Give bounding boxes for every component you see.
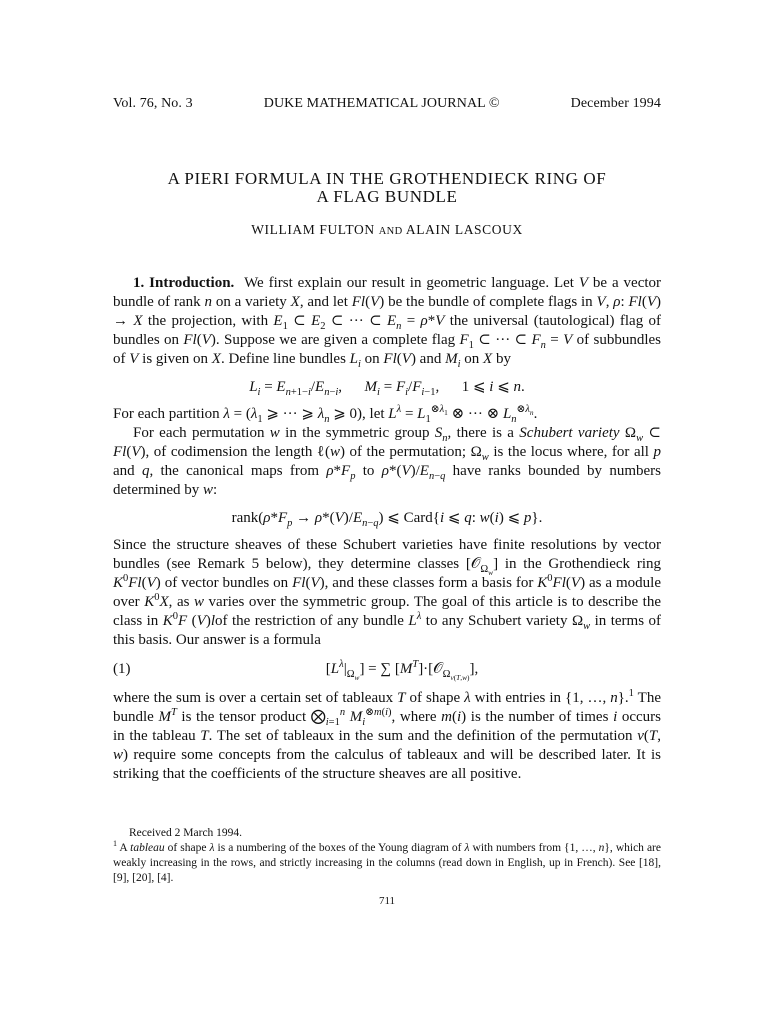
running-head: [113, 96, 661, 112]
display-equation-rank: $rank(\rho*F_p \to \rho*(V)/E_{n-q})$ ⩽ Card{i ⩽ q: w(i) ⩽ p}.: [231, 510, 543, 529]
author-conjunction: AND: [378, 226, 403, 237]
footnotes: [113, 826, 661, 886]
paragraph-schubert: For each permutation w in the symmetric group $S_n$, there is a Schubert variety $\Omega_w$ ⊂ Fl(V), of codimension the length ℓ(w) of the permutation; $\Omega_w$ is the locus where, for all p and q, the canonical maps from $\rho*F_p$ to $\rho*(V)/E_{n-q}$ have ranks bounded by numbers determined by w:: [113, 425, 661, 498]
footnote-1: $^1$ A tableau of shape λ is a numbering of the boxes of the Young diagram of λ with numbers from {1, …, n}, which are weakly increasing in the rows, and strictly increasing in the columns (read down in English, up in French). See [18], [9], [20], [4].: [113, 839, 661, 884]
paragraph-intro: 1. Introduction. We first explain our result in geometric language. Let V be a vector bundle of rank n on a variety X, and let Fl(V) be the bundle of complete flags in V, ρ: Fl(V) → X the projection, with $E_1$ ⊂ $E_2$ ⊂ ··· ⊂ $E_n = \rho*V$ the universal (tautological) flag of bundles on Fl(V). Suppose we are given a complete flag $F_1$ ⊂ ··· ⊂ $F_n = V$ of subbundles of V is given on X. Define line bundles $L_i$ on Fl(V) and $M_i$ on X by: [113, 275, 662, 370]
section-heading: 1. Introduction.: [133, 275, 235, 291]
footnote-1-marker: 1: [113, 839, 118, 849]
equation-1-body: $[L^\lambda|_{\Omega_w}]$ = ∑ $[M^T]\cdot[𝒪_{\Omega_{v(T,w)}}]$,: [325, 659, 479, 683]
author-1: WILLIAM FULTON: [251, 222, 375, 237]
title-line-1: A PIERI FORMULA IN THE GROTHENDIECK RING OF: [167, 169, 607, 188]
footnote-1-references: See [18], [9], [20], [4].: [113, 857, 661, 884]
journal-name: DUKE MATHEMATICAL JOURNAL ©: [263, 96, 500, 111]
display-equation-line-bundles: $L_i = E_{n+1-i}/E_{n-i}$, $M_i = F_i/F_{i-1}$, 1 ⩽ i ⩽ n.: [249, 379, 525, 398]
paragraph-structure-sheaves: Since the structure sheaves of these Schubert varieties have finite resolutions by vector bundles (see Remark 5 below), they determine classes [𝒪$_{\Omega_w}$] in the Grothendieck ring $K^0Fl(V)$ of vector bundles on Fl(V), and these classes form a basis for $K^0Fl(V)$ as a module over $K^0X$, as w varies over the symmetric group. The goal of this article is to describe the class in $K^0F$ (V)lof the restriction of any bundle $L^\lambda$ to any Schubert variety $\Omega_w$ in terms of this basis. Our answer is a formula: [113, 537, 662, 648]
paragraph-tableaux: where the sum is over a certain set of tableaux T of shape λ with entries in {1, …, n}.$^1$ The bundle $M^T$ is the tensor product $⨂_{i=1}^n$ $M_i^{\otimes m(i)}$, where m(i) is the number of times i occurs in the tableau T. The set of tableaux in the sum and the definition of the permutation v(T, w) require some concepts from the calculus of tableaux and will be described later. It is striking that the coefficients of the structure sheaves are all positive.: [113, 688, 662, 782]
received-date: Received 2 March 1994.: [129, 827, 243, 839]
title-line-2: A FLAG BUNDLE: [316, 187, 458, 206]
page-number: 711: [378, 895, 396, 907]
equation-number: (1): [113, 661, 131, 677]
paper-title: [113, 170, 661, 206]
author-2: ALAIN LASCOUX: [405, 222, 523, 237]
volume-issue: Vol. 76, No. 3: [113, 96, 193, 111]
article-body: [113, 274, 661, 784]
display-equation-1: [113, 659, 661, 683]
publication-date: December 1994: [570, 96, 661, 111]
author-line: [113, 222, 661, 238]
paragraph-partition: For each partition $\lambda = (\lambda_1$ ⩾ ··· ⩾ $\lambda_n$ ⩾ 0), let $L^\lambda = L_1^{\otimes\lambda_1}$ ⊗ ··· ⊗ $L_n^{\otimes\lambda_n}$.: [113, 404, 538, 425]
